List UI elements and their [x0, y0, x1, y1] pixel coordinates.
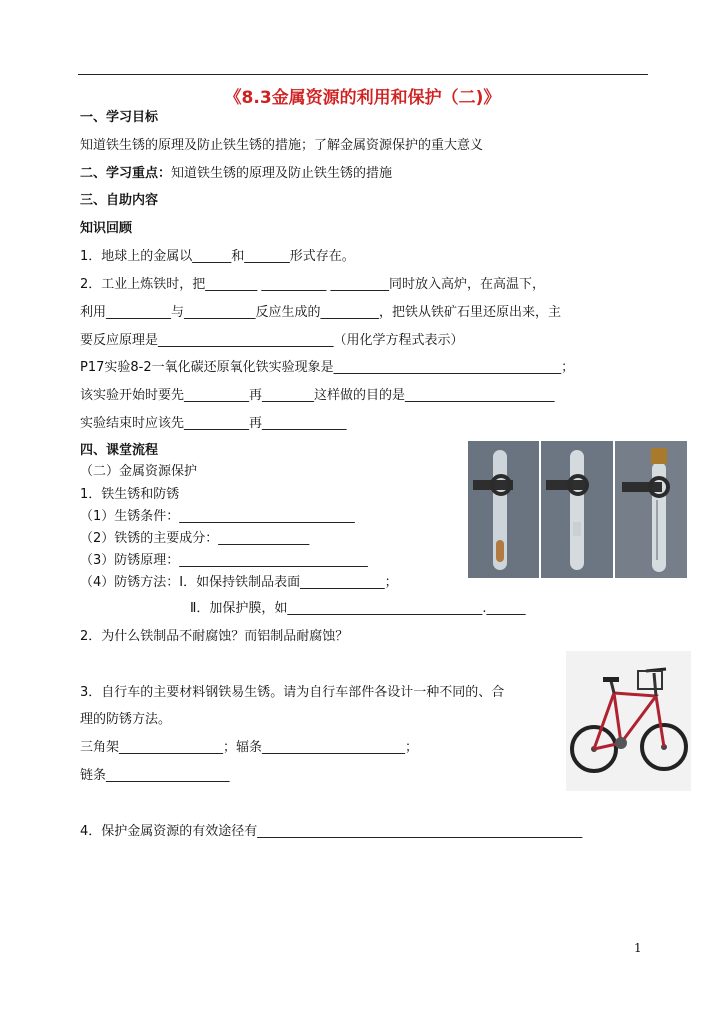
section-2-line	[80, 165, 392, 183]
question-iron-aluminum: 2．为什么铁制品不耐腐蚀？而铝制品耐腐蚀？	[80, 629, 349, 644]
p17-experiment: P17实验8-2一氧化碳还原氧化铁实验现象是___________________________________；	[80, 360, 575, 375]
page-number: 1	[634, 941, 642, 955]
question-protect-resources: 4．保护金属资源的有效途径有__________________________________________________	[80, 824, 583, 839]
section-3-heading: 三、自助内容	[80, 193, 159, 208]
rust-component: （2）铁锈的主要成分：______________	[80, 531, 310, 546]
section-4-sub: （二）金属资源保护	[80, 464, 198, 479]
test-tube-photo	[467, 440, 688, 579]
question-bike-d: 链条___________________	[80, 768, 230, 783]
question-bike-c: 三角架________________；辐条______________________；	[80, 740, 419, 755]
item-1: 1．铁生锈和防锈	[80, 487, 180, 502]
experiment-start: 该实验开始时要先__________再________这样做的目的是_______________________	[80, 388, 555, 403]
section-2-text: 知道铁生锈的原理及防止铁生锈的措施	[171, 166, 393, 181]
page-title: 《8.3金属资源的利用和保护（二)》	[224, 88, 501, 108]
section-4-heading: 四、课堂流程	[80, 443, 159, 458]
question-bike-b: 理的防锈方法。	[80, 712, 172, 727]
bicycle-photo	[566, 651, 691, 791]
rust-method-2: Ⅱ．加保护膜，如______________________________.______	[190, 601, 526, 616]
section-2-heading: 二、学习重点：	[80, 166, 172, 181]
section-1-heading: 一、学习目标	[80, 110, 159, 125]
question-bike-a: 3．自行车的主要材料钢铁易生锈。请为自行车部件各设计一种不同的、合	[80, 685, 505, 700]
rust-principle: （3）防锈原理：_____________________________	[80, 553, 368, 568]
header-rule	[78, 74, 648, 75]
question-2a: 2．工业上炼铁时，把________ __________ _________同时放入高炉，在高温下，	[80, 277, 546, 292]
experiment-end: 实验结束时应该先__________再_____________	[80, 416, 347, 431]
section-3-sub: 知识回顾	[80, 221, 133, 236]
question-2b: 利用__________与___________反应生成的_________，把铁从铁矿石里还原出来，主	[80, 305, 562, 320]
rust-method-1: （4）防锈方法：Ⅰ．如保持铁制品表面_____________；	[80, 575, 398, 590]
question-1: 1．地球上的金属以______和_______形式存在。	[80, 249, 355, 264]
question-2c: 要反应原理是___________________________（用化学方程式表示）	[80, 333, 464, 348]
section-1-text: 知道铁生锈的原理及防止铁生锈的措施；了解金属资源保护的重大意义	[80, 138, 484, 153]
rust-condition: （1）生锈条件：___________________________	[80, 509, 355, 524]
